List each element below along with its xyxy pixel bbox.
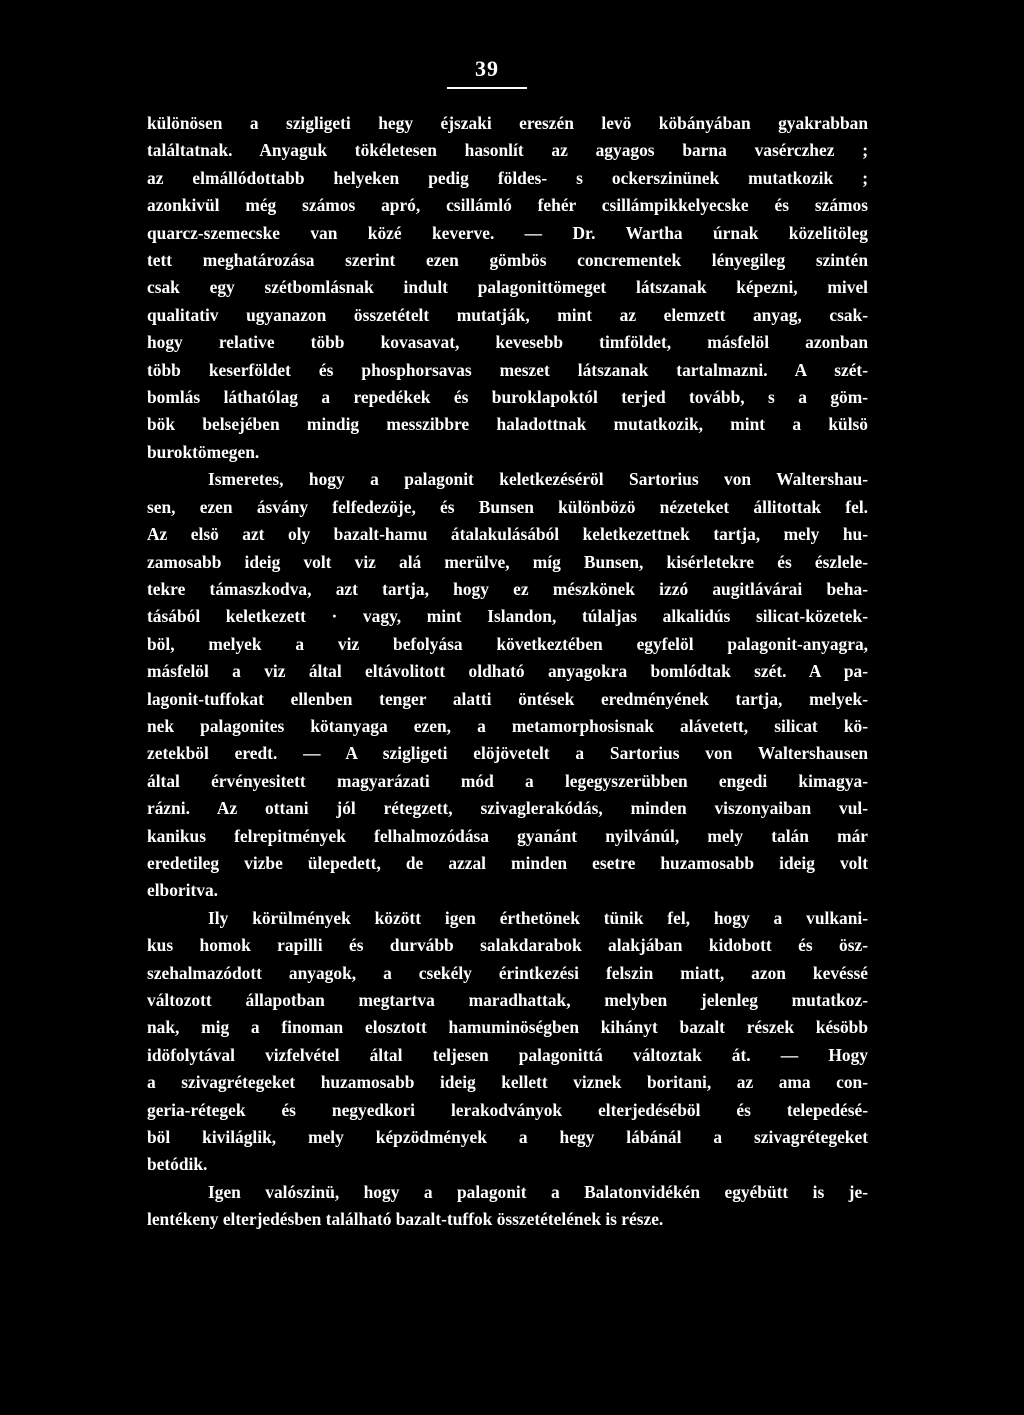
text-line: buroktömegen. bbox=[147, 441, 260, 462]
paragraph bbox=[147, 905, 868, 1179]
text-line: böl, melyek a viz befolyása következtében egyfelöl palagonit-anyagra, bbox=[147, 633, 868, 654]
text-line: kus homok rapilli és durvább salakdarabok alakjában kidobott és ösz- bbox=[147, 935, 868, 956]
text-line: szehalmazódott anyagok, a csekély érintkezési felszin miatt, azon kevéssé bbox=[147, 962, 868, 983]
text-line: geria-rétegek és negyedkori lerakodványok elterjedéséböl és telepedésé- bbox=[147, 1099, 868, 1120]
text-line: quarcz-szemecske van közé keverve. — Dr. Wartha úrnak közelitöleg bbox=[147, 222, 868, 243]
text-line: nak, mig a finoman elosztott hamuminöségben kihányt bazalt részek késöbb bbox=[147, 1017, 868, 1038]
text-line: nek palagonites kötanyaga ezen, a metamorphosisnak alávetett, silicat kö- bbox=[147, 715, 868, 736]
paragraph bbox=[147, 466, 868, 905]
paragraph bbox=[147, 1179, 868, 1234]
text-line: rázni. Az ottani jól rétegzett, szivaglerakódás, minden viszonyaiban vul- bbox=[147, 798, 868, 819]
text-line: találtatnak. Anyaguk tökéletesen hasonlít az agyagos barna vasérczhez ; bbox=[147, 140, 868, 161]
text-line: zetekböl eredt. — A szigligeti elöjövetelt a Sartorius von Waltershausen bbox=[147, 743, 868, 764]
text-line: különösen a szigligeti hegy éjszaki ereszén levö köbányában gyakrabban bbox=[147, 113, 868, 133]
paragraph bbox=[147, 110, 868, 466]
text-line: lagonit-tuffokat ellenben tenger alatti öntések eredményének tartja, melyek- bbox=[147, 688, 868, 709]
text-line: Ismeretes, hogy a palagonit keletkezéséröl Sartorius von Waltershau- bbox=[208, 469, 868, 490]
text-line: csak egy szétbomlásnak indult palagonittömeget látszanak képezni, mivel bbox=[147, 277, 868, 298]
text-line: a szivagrétegeket huzamosabb ideig kellett viznek boritani, az ama con- bbox=[147, 1072, 868, 1093]
text-line: kanikus felrepitmények felhalmozódása gyanánt nyilvánúl, mely talán már bbox=[147, 825, 868, 846]
text-line: lentékeny elterjedésben található bazalt-tuffok összetételének is része. bbox=[147, 1209, 664, 1230]
text-line: bök belsejében mindig messzibbre haladottnak mutatkozik, mint a külsö bbox=[147, 414, 868, 435]
text-line: Az elsö azt oly bazalt-hamu átalakulásából keletkezettnek tartja, mely hu- bbox=[147, 524, 868, 545]
text-line: által érvényesitett magyarázati mód a legegyszerübben engedi kimagya- bbox=[147, 770, 868, 791]
text-line: idöfolytával vizfelvétel által teljesen palagonittá változtak át. — Hogy bbox=[147, 1044, 868, 1065]
body-text bbox=[147, 110, 868, 1234]
page-number: 39 bbox=[475, 56, 499, 81]
text-line: tekre támaszkodva, azt tartja, hogy ez mészkönek izzó augitlávárai beha- bbox=[147, 578, 868, 599]
page-number-rule bbox=[447, 87, 527, 89]
text-line: betódik. bbox=[147, 1154, 208, 1175]
text-line: bomlás láthatólag a repedékek és buroklapoktól terjed tovább, s a göm- bbox=[147, 387, 868, 408]
text-line: tett meghatározása szerint ezen gömbös concrementek lényegileg szintén bbox=[147, 250, 868, 271]
text-line: több keserföldet és phosphorsavas meszet látszanak tartalmazni. A szét- bbox=[147, 359, 868, 380]
text-line: hogy relative több kovasavat, kevesebb timföldet, másfelöl azonban bbox=[147, 332, 868, 353]
text-line: elboritva. bbox=[147, 880, 218, 901]
text-line: változott állapotban megtartva maradhattak, melyben jelenleg mutatkoz- bbox=[147, 990, 868, 1010]
text-line: Ily körülmények között igen érthetönek tünik fel, hogy a vulkani- bbox=[208, 907, 868, 928]
text-line: azonkivül még számos apró, csillámló fehér csillámpikkelyecske és számos bbox=[147, 195, 868, 216]
text-line: zamosabb ideig volt viz alá merülve, míg Bunsen, kisérletekre és észlele- bbox=[147, 551, 868, 572]
text-line: Igen valószinü, hogy a palagonit a Balatonvidékén egyébütt is je- bbox=[208, 1181, 868, 1202]
text-line: sen, ezen ásvány felfedezöje, és Bunsen különbözö nézeteket állitottak fel. bbox=[147, 496, 868, 517]
text-line: böl kiviláglik, mely képzödmények a hegy lábánál a szivagrétegeket bbox=[147, 1127, 868, 1148]
text-line: eredetileg vizbe ülepedett, de azzal minden esetre huzamosabb ideig volt bbox=[147, 852, 868, 873]
text-line: másfelöl a viz által eltávolitott oldható anyagokra bomlódtak szét. A pa- bbox=[147, 661, 868, 682]
text-line: az elmállódottabb helyeken pedig földes- s ockerszinünek mutatkozik ; bbox=[147, 167, 868, 188]
text-line: tásából keletkezett · vagy, mint Islandon, túlaljas alkalidús silicat-közetek- bbox=[147, 606, 868, 627]
text-line: qualitativ ugyanazon összetételt mutatják, mint az elemzett anyag, csak- bbox=[147, 304, 868, 325]
page-number-block bbox=[447, 56, 527, 82]
